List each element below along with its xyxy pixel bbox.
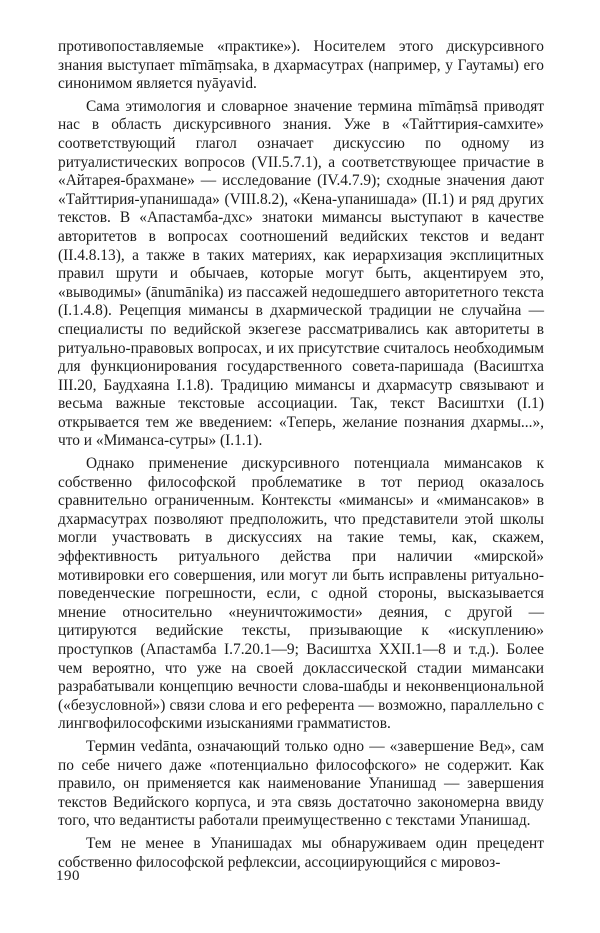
paragraph-vedanta-term: Термин vedānta, означающий только одно — «завершение Вед», сам по себе ничего даже «потенциально философского» не содержит. Как правило, он применяется как наименование Упанишад — завершения текстов Ведийского корпуса, и эта связь достаточно закономерна ввиду того, что ведантисты работали преимущественно с текстами Упанишад. (58, 737, 544, 830)
text-column (58, 38, 544, 872)
paragraph-mimamsa-application: Однако применение дискурсивного потенциала мимансаков к собственно философской проблематике в тот период оказалось сравнительно ограниченным. Контексты «мимансы» и «мимансаков» в дхармасутрах позволяют предположить, что представители этой школы могли участвовать в дискуссиях на такие темы, как, скажем, эффективность ритуального действа при наличии «мирской» мотивировки его совершения, или могут ли быть исправлены ритуально-поведенческие погрешности, если, с одной стороны, высказывается мнение относительно «неуничтожимости» деяния, с другой — цитируются ведийские тексты, призывающие к «искуплению» проступков (Апастамба I.7.20.1—9; Васиштха XXII.1—8 и т.д.). Более чем вероятно, что уже на своей доклассической стадии мимансаки разрабатывали концепцию вечности слова-шабды и неконвенциональной («безусловной») связи слова и его референта — возможно, параллельно с лингвофилософскими изысканиями грамматистов. (58, 455, 544, 733)
paragraph-upanishads: Тем не менее в Упанишадах мы обнаруживаем один прецедент собственно философской рефлексии, ассоциирующийся с мировоз- (58, 834, 544, 871)
paragraph-etymology: Сама этимология и словарное значение термина mīmāṃsā приводят нас в область дискурсивного знания. Уже в «Тайттирия-самхите» соответствующий глагол означает дискуссию по одному из ритуалистических вопросов (VII.5.7.1), а соответствующее причастие в «Айтарея-брахмане» — исследование (IV.4.7.9); сходные значения дают «Тайттирия-упанишада» (VIII.8.2), «Кена-упанишада» (II.1) и ряд других текстов. В «Апастамба-дхс» знатоки мимансы выступают в качестве авторитетов в вопросах соотношений ведийских текстов и ведант (II.4.8.13), а также в таких материях, как иерархизация эксплицитных правил шрути и обычаев, которые могут быть, акцентируем это, «выводимы» (ānumānika) из пассажей недошедшего авторитетного текста (I.1.4.8). Рецепция мимансы в дхармической традиции не случайна — специалисты по ведийской экзегезе рассматривались как авторитеты в ритуально-правовых вопросах, и их присутствие считалось необходимым для функционирования государственного совета-паришада (Васиштха III.20, Баудхаяна I.1.8). Традицию мимансы и дхармасутр связывают и весьма важные текстовые ассоциации. Так, текст Васиштхи (I.1) открывается тем же введением: «Теперь, желание познания дхармы...», что и «Миманса-сутры» (I.1.1). (58, 97, 544, 450)
paragraph-continuation: противопоставляемые «практике»). Носителем этого дискурсивного знания выступает mīmāṃsaka, в дхармасутрах (например, у Гаутамы) его синонимом является nyāyavid. (58, 38, 544, 93)
page-number: 190 (56, 868, 80, 884)
